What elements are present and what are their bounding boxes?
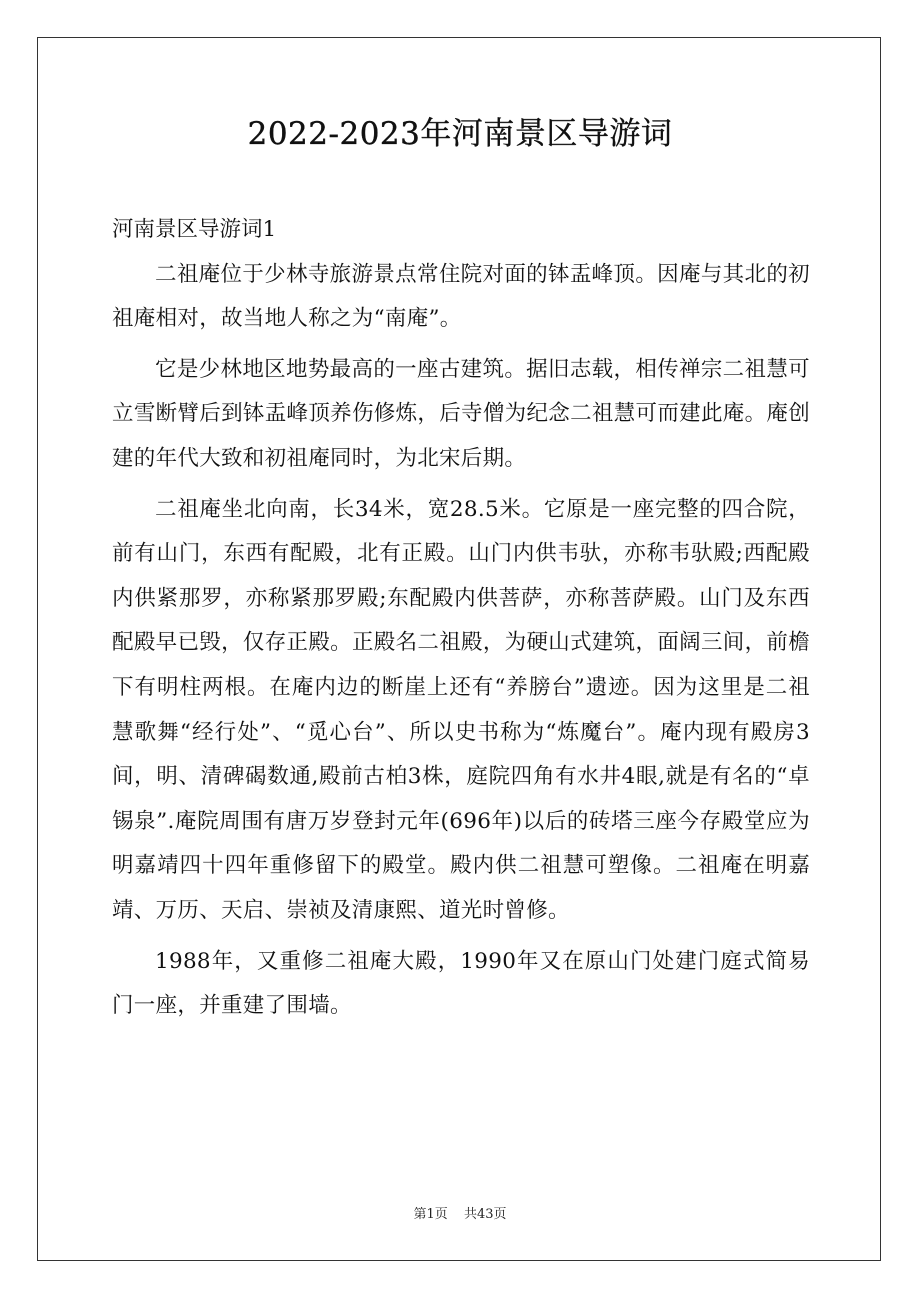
section-heading: 河南景区导游词1 bbox=[112, 217, 277, 242]
total-pages: 共43页 bbox=[463, 1207, 507, 1222]
paragraph-2: 它是少林地区地势最高的一座古建筑。据旧志载，相传禅宗二祖慧可立雪断臂后到钵盂峰顶养伤修炼，后寺僧为纪念二祖慧可而建此庵。庵创建的年代大致和初祖庵同时，为北宋后期。 bbox=[112, 356, 810, 471]
paragraph-1: 二祖庵位于少林寺旅游景点常住院对面的钵盂峰顶。因庵与其北的初祖庵相对，故当地人称之为“南庵”。 bbox=[112, 261, 810, 332]
page-footer bbox=[0, 1205, 920, 1225]
current-page-number: 第1页 bbox=[413, 1207, 448, 1222]
document-body bbox=[112, 208, 810, 1035]
document-title: 2022-2023年河南景区导游词 bbox=[247, 116, 673, 152]
paragraph-3: 二祖庵坐北向南，长34米，宽28.5米。它原是一座完整的四合院，前有山门，东西有配殿，北有正殿。山门内供韦驮，亦称韦驮殿;西配殿内供紧那罗，亦称紧那罗殿;东配殿内供菩萨，亦称菩萨殿。山门及东西配殿早已毁，仅存正殿。正殿名二祖殿，为硬山式建筑，面阔三间，前檐下有明柱两根。在庵内边的断崖上还有“养膀台”遗迹。因为这里是二祖慧歌舞“经行处”、“觅心台”、所以史书称为“炼魔台”。庵内现有殿房3间，明、清碑碣数通,殿前古柏3株，庭院四角有水井4眼,就是有名的“卓 锡泉”.庵院周围有唐万岁登封元年(696年)以后的砖塔三座今存殿堂应为明嘉靖四十四年重修留下的殿堂。殿内供二祖慧可塑像。二祖庵在明嘉靖、万历、天启、崇祯及清康熙、道光时曾修。 bbox=[112, 496, 810, 923]
paragraph-4: 1988年，又重修二祖庵大殿，1990年又在原山门处建门庭式简易门一座，并重建了围墙。 bbox=[112, 948, 810, 1019]
